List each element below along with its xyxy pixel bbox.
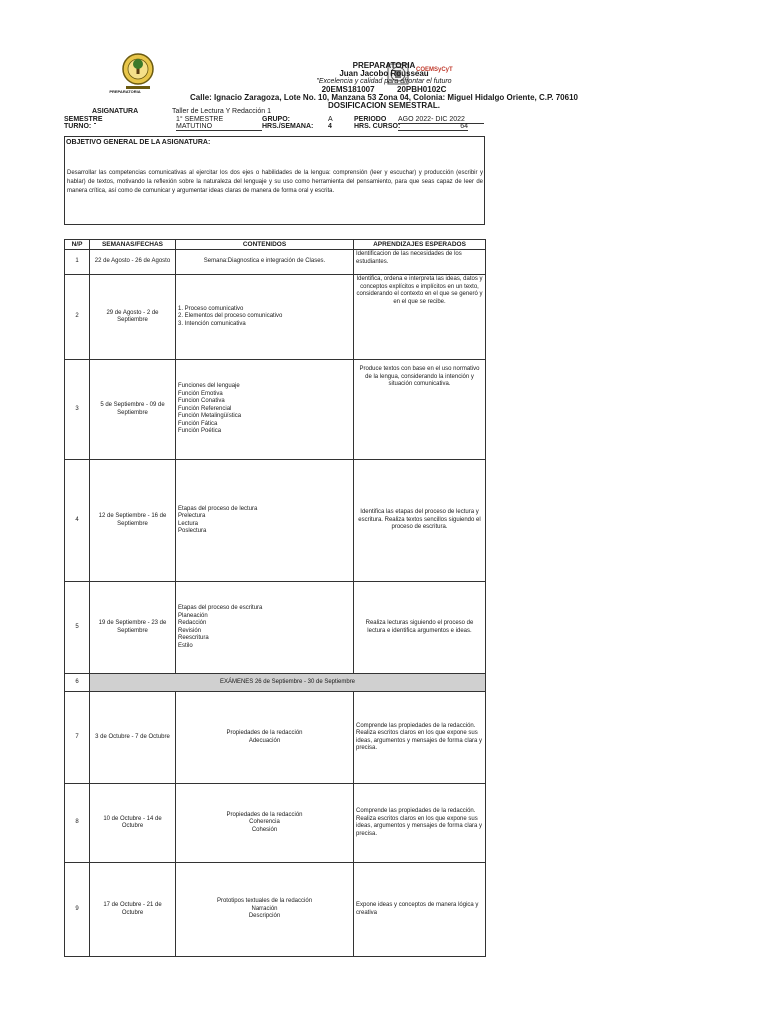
row-contenidos	[176, 692, 354, 784]
row-np: 2	[65, 275, 90, 360]
contenido-line: 1. Proceso comunicativo	[178, 305, 244, 312]
institution-logo-text: COEMSyCyT	[416, 67, 453, 73]
dosification-table	[64, 239, 486, 957]
contenido-line: Descripción	[248, 913, 281, 920]
row-semana: 17 de Octubre - 21 de Octubre	[90, 863, 176, 957]
grupo-value: A	[328, 115, 333, 123]
table-row	[65, 275, 486, 360]
table-row	[65, 360, 486, 460]
periodo-label: PERIODO	[354, 115, 387, 123]
contenido-line: Funciones del lenguaje	[178, 383, 240, 390]
table-row	[65, 250, 486, 275]
row-semana: 10 de Octubre - 14 de Octubre	[90, 784, 176, 863]
row-np: 9	[65, 863, 90, 957]
objective-text: Desarrollar las competencias comunicativas al ejercitar los dos ejes o habilidades de la lengua: comprensión (leer y escuchar) y producción (escribir y hablar) de textos, motivando la reflexión sobre la naturaleza del lenguaje y su uso como herramienta del pensamiento, para que seas capaz de leer de manera crítica, así como de comunicar y argumentar ideas claras de manera de forma oral y escrita.	[67, 170, 483, 194]
contenido-line: Función Poética	[178, 428, 222, 435]
table-row	[65, 692, 486, 784]
row-np: 3	[65, 360, 90, 460]
table-row	[65, 460, 486, 582]
row-aprendizaje: Identificacion de las necesidades de los estudiantes.	[354, 250, 486, 275]
row-aprendizaje: Identifica, ordena e interpreta las ideas, datos y conceptos explícitos e implícitos en un texto, considerando el contexto en el que se generó y en el que se recibe.	[354, 275, 486, 360]
row-contenidos	[176, 360, 354, 460]
row-contenidos	[176, 582, 354, 674]
contenido-line: Lectura	[178, 520, 199, 527]
semestre-value: 1° SEMESTRE	[176, 115, 224, 123]
header-aprendizajes: APRENDIZAJES ESPERADOS	[354, 240, 486, 250]
row-np: 4	[65, 460, 90, 582]
contenido-line: Propiedades de la redacción	[226, 811, 303, 818]
row-contenidos	[176, 460, 354, 582]
turno-row	[64, 123, 484, 131]
row-np: 1	[65, 250, 90, 275]
table-row	[65, 863, 486, 957]
contenido-line: Función Referencial	[178, 405, 232, 412]
course-metadata	[64, 108, 484, 131]
header-contenidos: CONTENIDOS	[176, 240, 354, 250]
contenido-line: Prototipos textuales de la redacción	[216, 898, 313, 905]
table-header-row	[65, 240, 486, 250]
contenido-line: 3. Intención comunicativa	[178, 320, 246, 327]
contenido-line: Semana:Diagnostica e integración de Clases.	[203, 258, 326, 265]
contenido-line: Función Metalingüística	[178, 413, 242, 420]
row-np: 5	[65, 582, 90, 674]
row-aprendizaje: Comprende las propiedades de la redacción. Realiza escritos claros en los que expone sus ideas, argumentos y mensajes de forma clara y precisa.	[354, 692, 486, 784]
grupo-label: GRUPO:	[262, 115, 290, 123]
table-row	[65, 674, 486, 692]
asignatura-label: ASIGNATURA	[92, 108, 139, 115]
row-contenidos	[176, 275, 354, 360]
hrs-semana-value: 4	[328, 123, 332, 130]
semestre-row	[64, 116, 484, 124]
exam-banner: EXÁMENES 26 de Septiembre - 30 de Septiembre	[90, 674, 486, 692]
contenido-line: Reescritura	[178, 635, 209, 641]
contenido-line: Narración	[251, 905, 278, 912]
hrs-curso-value: 64	[398, 123, 468, 131]
contenido-line: Adecuación	[248, 737, 281, 744]
contenido-line: Función Emotiva	[178, 390, 223, 397]
periodo-value: AGO 2022- DIC 2022	[398, 116, 484, 124]
school-code-1: 20EMS181007	[321, 85, 375, 94]
row-aprendizaje: Produce textos con base en el uso normativo de la lengua, considerando la intención y situación comunicativa.	[354, 360, 486, 460]
row-aprendizaje: Identifica las etapas del proceso de lectura y escritura. Realiza textos sencillos siguiendo el proceso de escritura.	[354, 460, 486, 582]
contenido-line: Estilo	[178, 642, 193, 649]
hrs-curso-label: HRS. CURSO:	[354, 123, 401, 130]
turno-value: MATUTINO	[176, 123, 262, 131]
row-np: 8	[65, 784, 90, 863]
document-title: DOSIFICACION SEMESTRAL.	[327, 101, 440, 110]
contenido-line: Etapas del proceso de escritura	[178, 605, 263, 611]
contenido-line: Función Fática	[178, 420, 218, 427]
contenido-line: Prelectura	[178, 513, 206, 519]
contenido-line: Coherencia	[249, 819, 280, 826]
hrs-semana-label: HRS./SEMANA:	[262, 123, 314, 130]
row-semana: 3 de Octubre - 7 de Octubre	[90, 692, 176, 784]
contenido-line: Planeación	[178, 612, 208, 619]
objective-title: OBJETIVO GENERAL DE LA ASIGNATURA:	[66, 139, 211, 146]
asignatura-row	[64, 108, 484, 116]
contenido-line: Poslectura	[178, 528, 207, 534]
contenido-line: Redacción	[178, 620, 207, 626]
school-name: Juan Jacobo Rousseau	[339, 69, 429, 78]
asignatura-value: Taller de Lectura Y Redacción 1	[172, 108, 271, 115]
semestre-label: SEMESTRE	[64, 115, 103, 123]
row-semana: 22 de Agosto - 26 de Agosto	[90, 250, 176, 275]
logo-caption: PREPARATORIA	[109, 89, 141, 94]
row-semana: 5 de Septiembre - 09 de Septiembre	[90, 360, 176, 460]
turno-underline	[94, 123, 96, 124]
table-row	[65, 784, 486, 863]
school-motto: "Excelencia y calidad para afrontar el futuro	[316, 78, 452, 85]
header-semanas: SEMANAS/FECHAS	[90, 240, 176, 250]
turno-label: TURNO:	[64, 123, 92, 130]
school-address: Calle: Ignacio Zaragoza, Lote No. 10, Manzana 53 Zona 04, Colonia: Miguel Hidalgo Oriente, C.P. 70610	[190, 93, 578, 102]
row-contenidos	[176, 784, 354, 863]
contenido-line: Propiedades de la redacción	[226, 730, 303, 736]
header-title: PREPARATORIA	[352, 61, 416, 70]
row-semana: 12 de Septiembre - 16 de Septiembre	[90, 460, 176, 582]
contenido-line: Funcion Conativa	[178, 398, 225, 405]
row-aprendizaje: Expone ideas y conceptos de manera lógica y creativa	[354, 863, 486, 957]
objective-box	[64, 136, 485, 225]
contenido-line: Cohesión	[251, 826, 278, 833]
row-contenidos	[176, 863, 354, 957]
row-contenidos	[176, 250, 354, 275]
school-code-2: 20PBH0102C	[397, 85, 447, 94]
header-np: N/P	[65, 240, 90, 250]
table-row	[65, 582, 486, 674]
row-np: 6	[65, 674, 90, 692]
row-aprendizaje: Comprende las propiedades de la redacción. Realiza escritos claros en los que expone sus ideas, argumentos y mensajes de forma clara y precisa.	[354, 784, 486, 863]
row-np: 7	[65, 692, 90, 784]
contenido-line: Revisión	[178, 627, 202, 634]
contenido-line: 2. Elementos del proceso comunicativo	[178, 313, 283, 320]
row-semana: 29 de Agosto - 2 de Septiembre	[90, 275, 176, 360]
row-semana: 19 de Septiembre - 23 de Septiembre	[90, 582, 176, 674]
row-aprendizaje: Realiza lecturas siguiendo el proceso de lectura e identifica argumentos e ideas.	[354, 582, 486, 674]
contenido-line: Etapas del proceso de lectura	[178, 505, 258, 512]
